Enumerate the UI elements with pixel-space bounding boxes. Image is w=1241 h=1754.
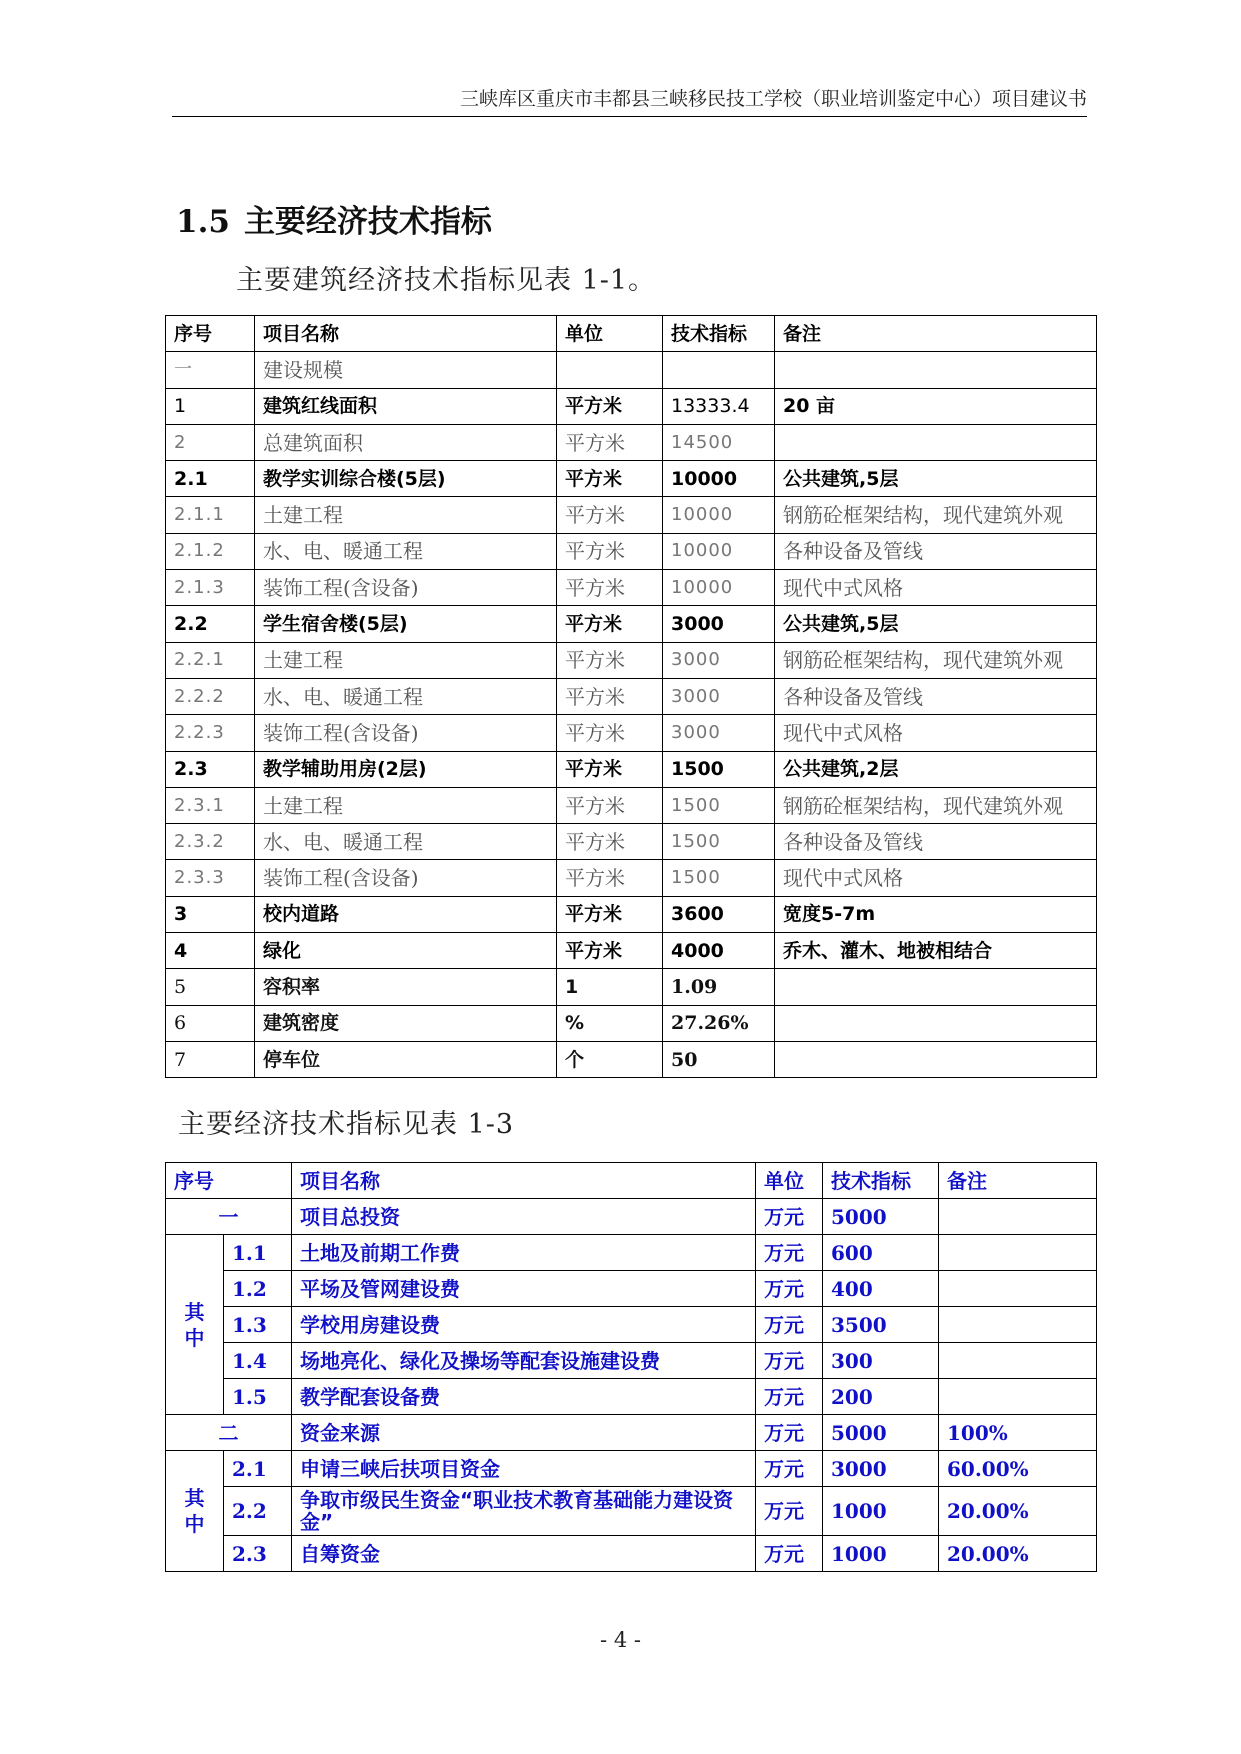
value-cell: 1.09 — [663, 969, 775, 1005]
unit-cell: 平方米 — [557, 715, 663, 751]
table-header-row — [166, 316, 1097, 352]
table-row — [166, 461, 1097, 497]
table-row — [166, 1307, 1097, 1343]
note-cell — [939, 1379, 1097, 1415]
index-cell: 1.5 — [224, 1379, 292, 1415]
index-cell: 4 — [166, 933, 255, 969]
note-cell: 20.00% — [939, 1536, 1097, 1572]
name-cell: 停车位 — [255, 1041, 557, 1077]
name-cell: 教学配套设备费 — [292, 1379, 756, 1415]
name-cell: 学校用房建设费 — [292, 1307, 756, 1343]
note-cell: 各种设备及管线 — [775, 533, 1097, 569]
unit-cell: 个 — [557, 1041, 663, 1077]
note-cell: 公共建筑,5层 — [775, 461, 1097, 497]
note-cell: 60.00% — [939, 1451, 1097, 1487]
note-cell — [775, 352, 1097, 388]
table-row — [166, 1041, 1097, 1077]
index-cell: 2.3 — [166, 751, 255, 787]
table-row — [166, 424, 1097, 460]
value-cell: 1500 — [663, 860, 775, 896]
name-cell: 土建工程 — [255, 497, 557, 533]
unit-cell: 平方米 — [557, 751, 663, 787]
building-indicators-table — [165, 315, 1097, 1078]
unit-cell: 1 — [557, 969, 663, 1005]
unit-cell: 平方米 — [557, 497, 663, 533]
value-cell: 3000 — [663, 606, 775, 642]
name-cell: 绿化 — [255, 933, 557, 969]
group-label: 其 中 — [166, 1451, 224, 1572]
value-cell: 10000 — [663, 497, 775, 533]
name-cell: 资金来源 — [292, 1415, 756, 1451]
table-row — [166, 1379, 1097, 1415]
value-cell: 3600 — [663, 896, 775, 932]
name-cell: 场地亮化、绿化及操场等配套设施建设费 — [292, 1343, 756, 1379]
note-cell — [775, 424, 1097, 460]
table-row — [166, 1415, 1097, 1451]
table-row — [166, 896, 1097, 932]
value-cell: 10000 — [663, 570, 775, 606]
unit-cell: 万元 — [756, 1343, 823, 1379]
name-cell: 建筑密度 — [255, 1005, 557, 1041]
index-cell: 1.3 — [224, 1307, 292, 1343]
note-cell — [939, 1199, 1097, 1235]
name-cell: 土地及前期工作费 — [292, 1235, 756, 1271]
index-cell: 2.3 — [224, 1536, 292, 1572]
name-cell: 学生宿舍楼(5层) — [255, 606, 557, 642]
note-cell — [775, 969, 1097, 1005]
page-number: - 4 - — [600, 1628, 641, 1652]
unit-cell: 万元 — [756, 1379, 823, 1415]
value-cell: 5000 — [823, 1199, 939, 1235]
table-row — [166, 933, 1097, 969]
index-cell: 2.2 — [224, 1487, 292, 1536]
table-row — [166, 715, 1097, 751]
table-row — [166, 388, 1097, 424]
column-header: 技术指标 — [663, 316, 775, 352]
index-cell: 2.1.3 — [166, 570, 255, 606]
value-cell: 10000 — [663, 461, 775, 497]
value-cell: 600 — [823, 1235, 939, 1271]
value-cell: 3000 — [663, 715, 775, 751]
value-cell: 1500 — [663, 787, 775, 823]
table-row — [166, 642, 1097, 678]
name-cell: 教学实训综合楼(5层) — [255, 461, 557, 497]
column-header: 序号 — [166, 316, 255, 352]
unit-cell — [557, 352, 663, 388]
page-header: 三峡库区重庆市丰都县三峡移民技工学校（职业培训鉴定中心）项目建议书 — [172, 86, 1087, 117]
index-cell: 2 — [166, 424, 255, 460]
name-cell: 容积率 — [255, 969, 557, 1005]
table-header-row — [166, 1163, 1097, 1199]
unit-cell: 平方米 — [557, 388, 663, 424]
note-cell — [775, 1041, 1097, 1077]
note-cell — [939, 1271, 1097, 1307]
table-row — [166, 533, 1097, 569]
value-cell: 27.26% — [663, 1005, 775, 1041]
index-cell: 3 — [166, 896, 255, 932]
unit-cell: 万元 — [756, 1307, 823, 1343]
name-cell: 争取市级民生资金“职业技术教育基础能力建设资金” — [292, 1487, 756, 1536]
name-cell: 水、电、暖通工程 — [255, 824, 557, 860]
value-cell: 3000 — [663, 678, 775, 714]
value-cell: 10000 — [663, 533, 775, 569]
column-header: 项目名称 — [255, 316, 557, 352]
table-row — [166, 497, 1097, 533]
table-row — [166, 751, 1097, 787]
unit-cell: 万元 — [756, 1271, 823, 1307]
value-cell: 3500 — [823, 1307, 939, 1343]
section-heading — [176, 196, 492, 241]
value-cell: 1000 — [823, 1536, 939, 1572]
index-cell: 2.1.2 — [166, 533, 255, 569]
note-cell: 100% — [939, 1415, 1097, 1451]
name-cell: 土建工程 — [255, 642, 557, 678]
value-cell: 1500 — [663, 751, 775, 787]
value-cell: 13333.4 — [663, 388, 775, 424]
index-cell: 2.3.2 — [166, 824, 255, 860]
name-cell: 申请三峡后扶项目资金 — [292, 1451, 756, 1487]
value-cell: 200 — [823, 1379, 939, 1415]
index-cell: 一 — [166, 1199, 292, 1235]
unit-cell: 平方米 — [557, 933, 663, 969]
name-cell: 建筑红线面积 — [255, 388, 557, 424]
unit-cell: 平方米 — [557, 860, 663, 896]
unit-cell: 万元 — [756, 1536, 823, 1572]
note-cell: 宽度5-7m — [775, 896, 1097, 932]
index-cell: 2.2.2 — [166, 678, 255, 714]
table-row — [166, 787, 1097, 823]
value-cell: 3000 — [823, 1451, 939, 1487]
table-row — [166, 1005, 1097, 1041]
note-cell: 乔木、灌木、地被相结合 — [775, 933, 1097, 969]
name-cell: 装饰工程(含设备) — [255, 570, 557, 606]
column-header: 技术指标 — [823, 1163, 939, 1199]
table-row — [166, 678, 1097, 714]
name-cell: 校内道路 — [255, 896, 557, 932]
name-cell: 建设规模 — [255, 352, 557, 388]
note-cell: 公共建筑,5层 — [775, 606, 1097, 642]
unit-cell: 平方米 — [557, 570, 663, 606]
index-cell: 2.1 — [224, 1451, 292, 1487]
name-cell: 自筹资金 — [292, 1536, 756, 1572]
unit-cell: 平方米 — [557, 533, 663, 569]
value-cell: 5000 — [823, 1415, 939, 1451]
column-header: 单位 — [756, 1163, 823, 1199]
note-cell: 钢筋砼框架结构，现代建筑外观 — [775, 497, 1097, 533]
note-cell: 钢筋砼框架结构，现代建筑外观 — [775, 787, 1097, 823]
note-cell: 钢筋砼框架结构，现代建筑外观 — [775, 642, 1097, 678]
index-cell: 1 — [166, 388, 255, 424]
investment-table — [165, 1162, 1097, 1572]
section-number: 1.5 — [176, 204, 230, 240]
note-cell — [939, 1307, 1097, 1343]
table-row — [166, 352, 1097, 388]
value-cell: 3000 — [663, 642, 775, 678]
value-cell: 300 — [823, 1343, 939, 1379]
section-title: 主要经济技术指标 — [243, 204, 492, 240]
note-cell: 现代中式风格 — [775, 570, 1097, 606]
note-cell — [939, 1235, 1097, 1271]
table-row — [166, 570, 1097, 606]
name-cell: 土建工程 — [255, 787, 557, 823]
table-row — [166, 824, 1097, 860]
column-header: 序号 — [166, 1163, 292, 1199]
note-cell: 现代中式风格 — [775, 715, 1097, 751]
index-cell: 1.2 — [224, 1271, 292, 1307]
unit-cell: 万元 — [756, 1415, 823, 1451]
name-cell: 总建筑面积 — [255, 424, 557, 460]
group-label: 其 中 — [166, 1235, 224, 1415]
unit-cell: 万元 — [756, 1235, 823, 1271]
unit-cell: 平方米 — [557, 678, 663, 714]
table-row — [166, 860, 1097, 896]
table-row — [166, 1271, 1097, 1307]
name-cell: 平场及管网建设费 — [292, 1271, 756, 1307]
unit-cell: 万元 — [756, 1451, 823, 1487]
note-cell: 20 亩 — [775, 388, 1097, 424]
unit-cell: 万元 — [756, 1199, 823, 1235]
unit-cell: 平方米 — [557, 606, 663, 642]
table-row — [166, 1343, 1097, 1379]
note-cell: 各种设备及管线 — [775, 824, 1097, 860]
table-row — [166, 606, 1097, 642]
index-cell: 6 — [166, 1005, 255, 1041]
unit-cell: 平方米 — [557, 896, 663, 932]
unit-cell: 平方米 — [557, 461, 663, 497]
index-cell: 2.1 — [166, 461, 255, 497]
index-cell: 2.3.1 — [166, 787, 255, 823]
column-header: 单位 — [557, 316, 663, 352]
unit-cell: % — [557, 1005, 663, 1041]
table-row — [166, 1536, 1097, 1572]
index-cell: 2.2 — [166, 606, 255, 642]
value-cell: 1000 — [823, 1487, 939, 1536]
table-row — [166, 1487, 1097, 1536]
note-cell: 各种设备及管线 — [775, 678, 1097, 714]
index-cell: 一 — [166, 352, 255, 388]
value-cell: 14500 — [663, 424, 775, 460]
index-cell: 2.2.1 — [166, 642, 255, 678]
note-cell: 现代中式风格 — [775, 860, 1097, 896]
value-cell: 4000 — [663, 933, 775, 969]
name-cell: 装饰工程(含设备) — [255, 860, 557, 896]
table-row — [166, 1235, 1097, 1271]
index-cell: 2.3.3 — [166, 860, 255, 896]
note-cell — [775, 1005, 1097, 1041]
note-cell: 公共建筑,2层 — [775, 751, 1097, 787]
value-cell — [663, 352, 775, 388]
table1-intro: 主要建筑经济技术指标见表 1-1。 — [236, 265, 657, 296]
unit-cell: 平方米 — [557, 824, 663, 860]
unit-cell: 平方米 — [557, 787, 663, 823]
index-cell: 1.1 — [224, 1235, 292, 1271]
unit-cell: 平方米 — [557, 642, 663, 678]
name-cell: 水、电、暖通工程 — [255, 533, 557, 569]
index-cell: 二 — [166, 1415, 292, 1451]
value-cell: 50 — [663, 1041, 775, 1077]
name-cell: 教学辅助用房(2层) — [255, 751, 557, 787]
column-header: 备注 — [775, 316, 1097, 352]
name-cell: 水、电、暖通工程 — [255, 678, 557, 714]
table-row — [166, 1199, 1097, 1235]
value-cell: 400 — [823, 1271, 939, 1307]
table-row — [166, 969, 1097, 1005]
index-cell: 7 — [166, 1041, 255, 1077]
index-cell: 5 — [166, 969, 255, 1005]
value-cell: 1500 — [663, 824, 775, 860]
table-row — [166, 1451, 1097, 1487]
name-cell: 项目总投资 — [292, 1199, 756, 1235]
index-cell: 2.2.3 — [166, 715, 255, 751]
note-cell: 20.00% — [939, 1487, 1097, 1536]
name-cell: 装饰工程(含设备) — [255, 715, 557, 751]
index-cell: 1.4 — [224, 1343, 292, 1379]
column-header: 项目名称 — [292, 1163, 756, 1199]
table2-intro: 主要经济技术指标见表 1-3 — [178, 1109, 515, 1140]
column-header: 备注 — [939, 1163, 1097, 1199]
unit-cell: 平方米 — [557, 424, 663, 460]
note-cell — [939, 1343, 1097, 1379]
index-cell: 2.1.1 — [166, 497, 255, 533]
unit-cell: 万元 — [756, 1487, 823, 1536]
